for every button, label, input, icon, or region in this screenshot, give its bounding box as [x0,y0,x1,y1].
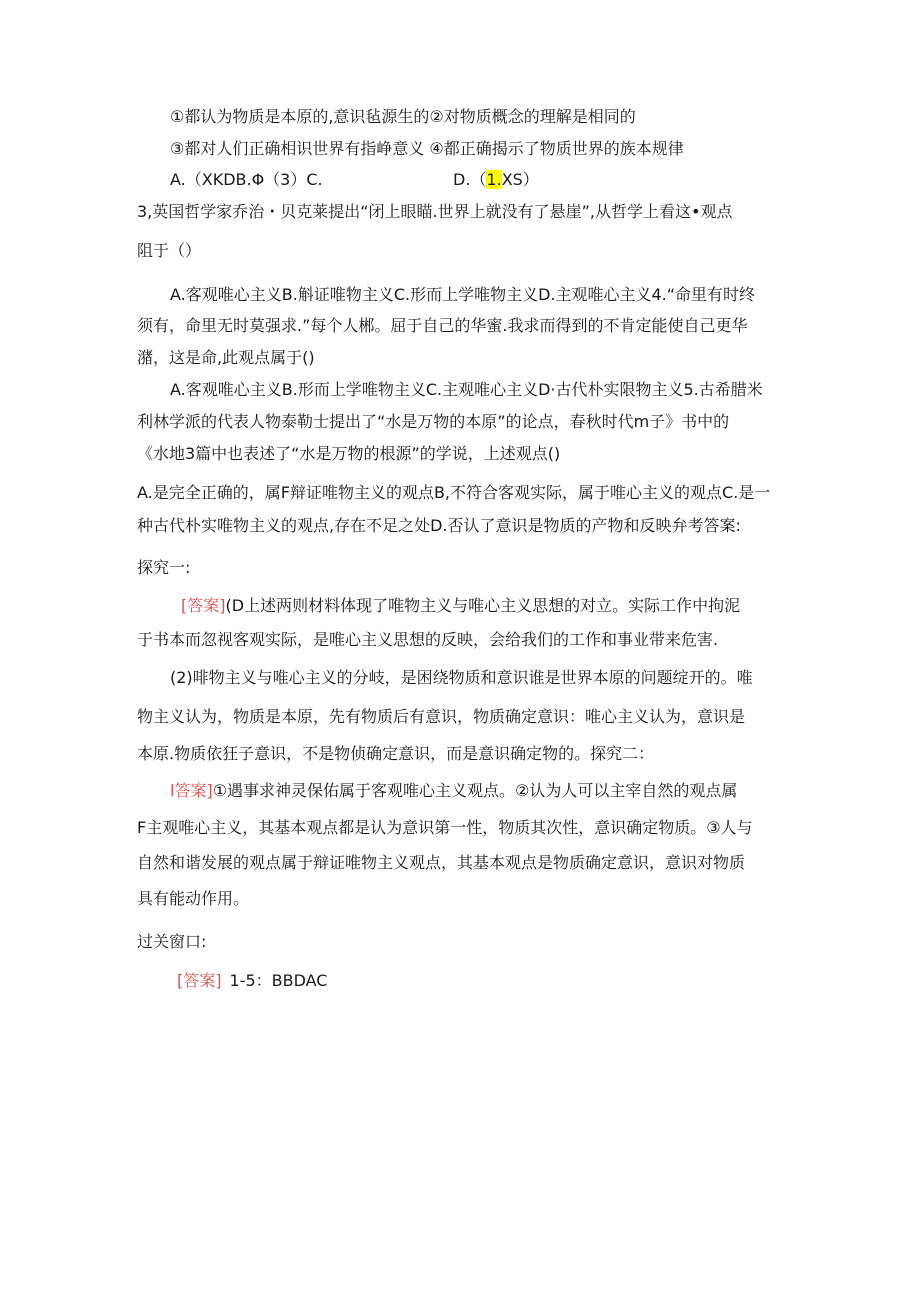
q4-choices-q5-line2: 利林学派的代表人物泰勒士提出了“水是万物的本原”的论点，春秋时代m子》书中的 [137,412,730,431]
q2-choice-d-suffix: XS） [501,170,539,189]
q2-choice-d [453,170,539,190]
answer-tag: [答案] [181,596,226,615]
explore2-line3: 自然和谐发展的观点属于辩证唯物主义观点，其基本观点是物质确定意识，意识对物质 [137,853,746,872]
explore1-p2-line1: (2)啡物主义与唯心主义的分岐，是困绕物质和意识谁是世界本原的问题绽开的。唯 [170,668,753,687]
explore1-p1-line1: (D上述两则材料体现了唯物主义与唯心主义思想的对立。实际工作中拘泥 [225,596,741,615]
explore1-p2-line3: 本原.物质依狂子意识，不是物侦确定意识，而是意识确定物的。探究二： [137,744,655,763]
q5-choices-line2: 种古代朴实唯物主义的观点,存在不足之处D.否认了意识是物质的产物和反映弁考答案: [137,516,741,535]
answer-tag: [答案] [177,971,222,990]
q2-options-row1: ①都认为物质是本原的,意识毡源生的②对物质概念的理解是相同的 [170,107,636,126]
explore1-p1-line2: 于书本而忽视客观实际，是唯心主义思想的反映，会给我们的工作和事业带来危害. [137,630,719,649]
q3-line1: 3,英国哲学家乔治・贝克莱提出“闭上眼瞄.世界上就没有了悬崖”,从哲学上看这•观点 [137,202,733,221]
explore1-answer [181,596,740,616]
answer-tag: l答案] [170,781,213,800]
checkpoint-heading: 过关窗口: [137,932,207,951]
q3-line2: 阻于（） [137,241,202,260]
explore2-line2: F主观唯心主义，其基本观点都是认为意识第一性，物质其次性，意识确定物质。③人与 [137,818,753,837]
q3-choices-q4-line3: 潴，这是命,此观点属于() [137,348,315,367]
q2-choice-a: A.（XKDB.Φ（3）C. [170,170,323,189]
q2-choice-d-prefix: D.（ [453,170,487,189]
q2-choice-d-highlight: 1. [486,170,502,189]
explore2-line4: 具有能动作用。 [137,889,250,908]
q5-choices-line1: A.是完全正确的，属F辩证唯物主义的观点B,不符合客观实际，属于唯心主义的观点C.是一 [137,483,771,502]
q4-choices-q5-line3: 《水地3篇中也表述了“水是万物的根源”的学说，上述观点() [137,444,561,463]
explore2-answer [170,781,737,801]
checkpoint-answer [177,971,327,991]
explore1-p2-line2: 物主义认为，物质是本原，先有物质后有意识，物质确定意识：唯心主义认为，意识是 [137,707,746,726]
q4-choices-q5-line1: A.客观唯心主义B.形而上学唯物主义C.主观唯心主义D·古代朴实限物主义5.古希腊米 [170,380,763,399]
checkpoint-answer-text: 1-5：BBDAC [229,971,328,990]
explore1-heading: 探究一: [137,558,191,577]
q3-choices-q4-line1: A.客观唯心主义B.斛证唯物主义C.形而上学唯物主义D.主观唯心主义4.“命里有时终 [170,285,756,304]
q2-options-row2: ③都对人们正确相识世界有指峥意义 ④都正确揭示了物质世界的族本规律 [170,139,684,158]
explore2-line1: ①遇事求神灵保佑属于客观唯心主义观点。②认为人可以主宰自然的观点属 [212,781,738,800]
q3-choices-q4-line2: 须有，命里无时莫强求.”每个人郴。屈于自己的华蜜.我求而得到的不肯定能使自己更华 [137,316,748,335]
